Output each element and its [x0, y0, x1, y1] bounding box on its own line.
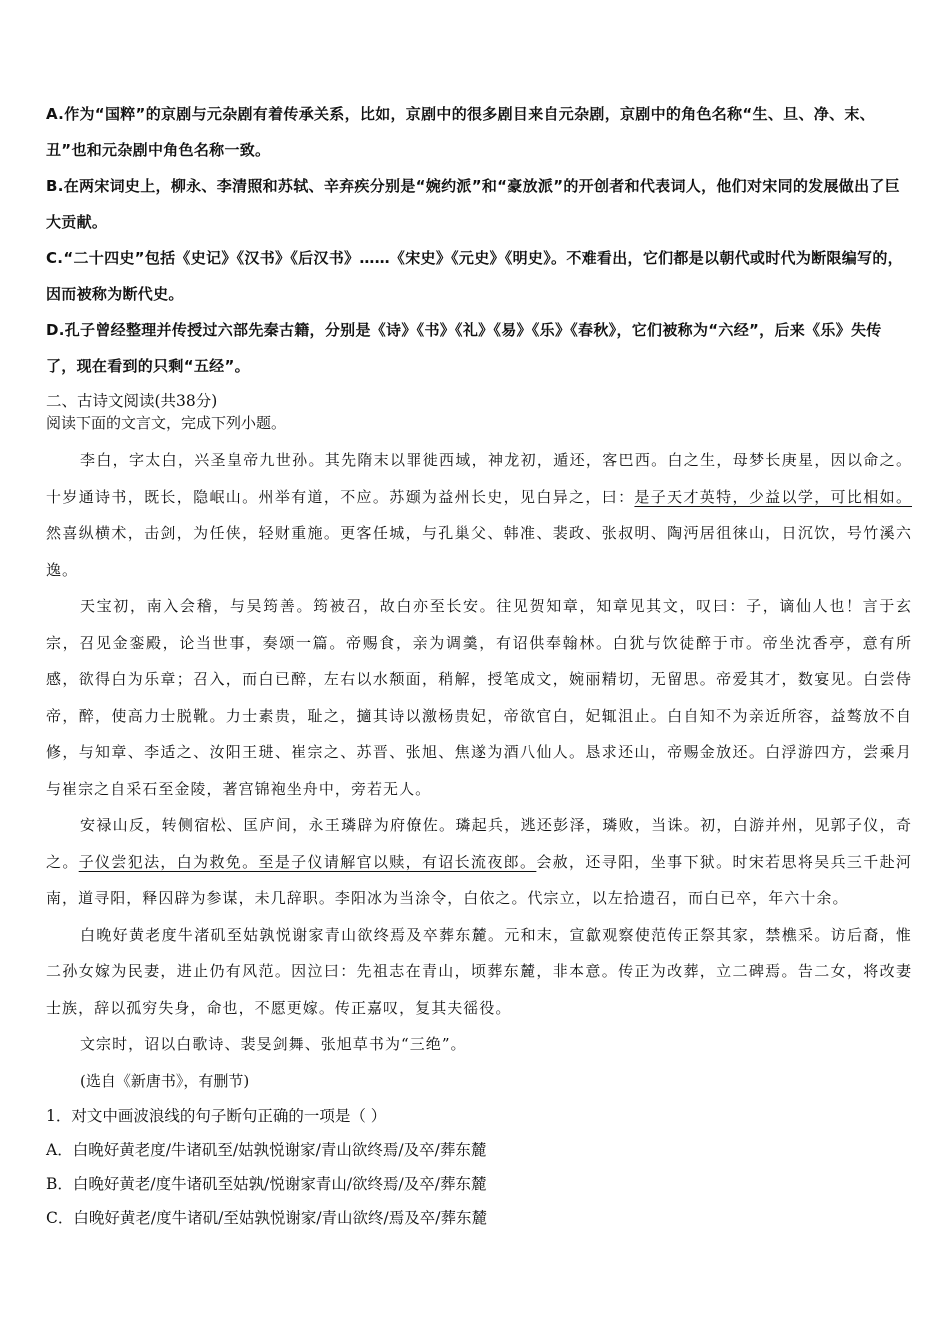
- section-intro: 阅读下面的文言文，完成下列小题。: [46, 414, 287, 432]
- underlined-sentence: 子仪尝犯法，白为救免。至是子仪请解官以赎，有诏长流夜郎。: [78, 852, 537, 871]
- option-text: 孔子曾经整理并传授过六部先秦古籍，分别是《诗》《书》《礼》《易》《乐》《春秋》，它们被称为“六经”，后来《乐》失传了，现在看到的只剩“五经”。: [46, 321, 882, 375]
- passage-paragraph-4: [46, 917, 912, 1027]
- passage-paragraph-5: 文宗时，诏以白歌诗、裴旻剑舞、张旭草书为“三绝”。: [80, 1035, 467, 1053]
- option-text: 白晚好黄老/度牛诸矶/至姑孰悦谢家/青山欲终/焉及卒/葬东麓: [73, 1208, 487, 1227]
- option-label: B.: [46, 177, 64, 195]
- option-text: 在两宋词史上，柳永、李清照和苏轼、辛弃疾分别是“婉约派”和“豪放派”的开创者和代表词人，他们对宋同的发展做出了巨大贡献。: [46, 177, 900, 231]
- option-text: 白晚好黄老度/牛诸矶至/姑孰悦谢家/青山欲终焉/及卒/葬东麓: [72, 1140, 487, 1159]
- passage-paragraph-1: [46, 442, 912, 588]
- passage-text: 然喜纵横术，击剑，为任侠，轻财重施。更客任城，与孔巢父、韩准、裴政、张叔明、陶沔居徂徕山，日沉饮，号竹溪六逸。: [46, 524, 912, 579]
- option-label: A．: [46, 1140, 73, 1159]
- passage-text: 安禄山反，转侧宿松、匡庐间，永王璘辟为府僚佐。璘起兵，逃还彭泽，璘败，当诛。初，白游并州，见郭子仪，奇之。: [46, 816, 912, 871]
- option-label: C．: [46, 1208, 74, 1227]
- option-d: [46, 312, 912, 384]
- previous-question-options: [46, 96, 912, 384]
- option-label: C.: [46, 249, 64, 267]
- option-a: [46, 96, 912, 168]
- option-label: A.: [46, 105, 65, 123]
- classical-passage: [46, 442, 912, 1099]
- passage-paragraph-3: [46, 807, 912, 917]
- passage-paragraph-2: 天宝初，南入会稽，与吴筠善。筠被召，故白亦至长安。往见贺知章，知章见其文，叹曰：子，谪仙人也！言于玄宗，召见金銮殿，论当世事，奏颂一篇。帝赐食，亲为调羹，有诏供奉翰林。白犹与饮徒醉于市。帝坐沈香亭，意有所感，欲得白为乐章；召入，而白已醉，左右以水颒面，稍解，授笔成文，婉丽精切，无留思。帝爱其才，数宴见。白尝侍帝，醉，使高力士脱靴。力士素贵，耻之，擿其诗以激杨贵妃，帝欲官白，妃辄沮止。白自知不为亲近所容，益骜放不自修，与知章、李适之、汝阳王琎、崔宗之、苏晋、张旭、焦遂为酒八仙人。恳求还山，帝赐金放还。白浮游四方，尝乘月与崔宗之自采石至金陵，著宫锦袍坐舟中，旁若无人。: [46, 597, 912, 798]
- option-label: B．: [46, 1174, 73, 1193]
- option-label: D.: [46, 321, 65, 339]
- option-text: “二十四史”包括《史记》《汉书》《后汉书》……《宋史》《元史》《明史》。不难看出，它们都是以朝代或时代为断限编写的，因而被称为断代史。: [46, 249, 903, 303]
- section-title: 二、古诗文阅读(共38分): [46, 392, 218, 410]
- option-text: 白晚好黄老/度牛诸矶至姑孰/悦谢家青山/欲终焉/及卒/葬东麓: [72, 1174, 487, 1193]
- option-c: [46, 240, 912, 312]
- option-b: [46, 168, 912, 240]
- question-stem: 1．对文中画波浪线的句子断句正确的一项是（ ）: [46, 1106, 387, 1125]
- passage-text: 李白，字太白，兴圣皇帝九世孙。其先隋末以罪徙西域，神龙初，遁还，客巴西。白之生，母梦长庚星，因以命之。十岁通诗书，既长，隐岷山。州举有道，不应。苏颋为益州长史，见白异之，曰：: [46, 451, 912, 506]
- question-option-a: [46, 1133, 912, 1167]
- passage-source: (选自《新唐书》，有删节): [80, 1071, 250, 1090]
- question-option-c: [46, 1201, 912, 1235]
- passage-text: 会赦，还寻阳，坐事下狱。时宋若思将吴兵三千赴河南，道寻阳，释囚辟为参谋，未几辞职。李阳冰为当涂令，白依之。代宗立，以左拾遗召，而白已卒，年六十余。: [46, 852, 912, 907]
- wavy-underlined-sentence: 白晚好黄老度牛渚矶至姑孰悦谢家青山欲终焉及卒葬东麓: [80, 925, 488, 944]
- option-text: 作为“国粹”的京剧与元杂剧有着传承关系，比如，京剧中的很多剧目来自元杂剧，京剧中的角色名称“生、旦、净、末、丑”也和元杂剧中角色名称一致。: [46, 105, 875, 159]
- question-1: [46, 1099, 912, 1235]
- underlined-sentence: 是子天才英特，少益以学，可比相如。: [634, 487, 912, 506]
- passage-text: 。元和末，宣歙观察使范传正祭其家，禁樵采。访后裔，惟二孙女嫁为民妻，进止仍有风范。因泣曰：先祖志在青山，顷葬东麓，非本意。传正为改葬，立二碑焉。告二女，将改妻士族，辞以孤穷失身，命也，不愿更嫁。传正嘉叹，复其夫徭役。: [46, 925, 912, 1017]
- question-option-b: [46, 1167, 912, 1201]
- exam-page: [46, 96, 912, 1235]
